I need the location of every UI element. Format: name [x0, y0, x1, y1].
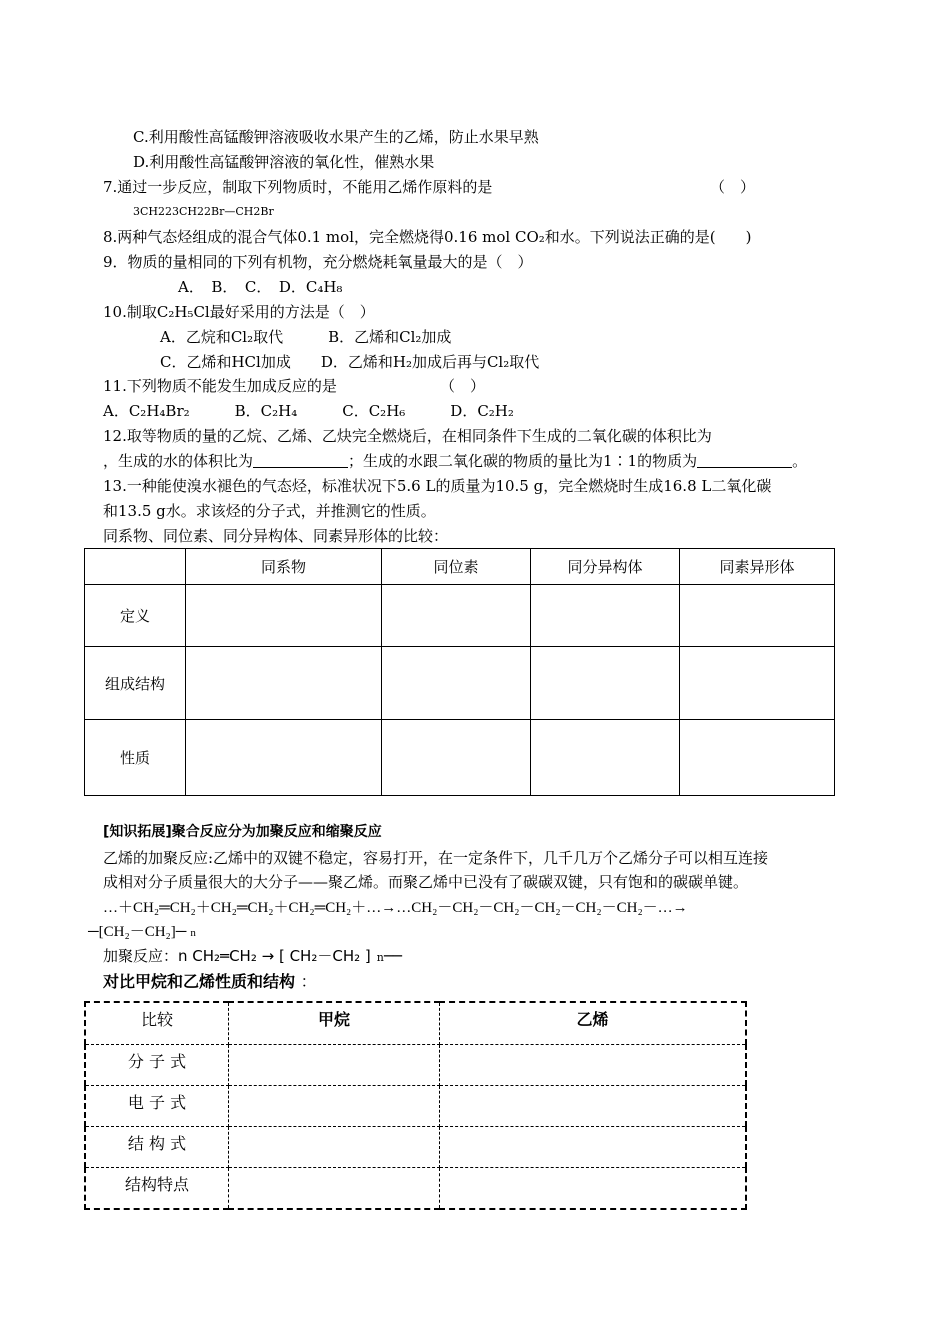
question-10-options-cd: C．乙烯和HCl加成 D．乙烯和H₂加成后再与Cl₂取代	[160, 353, 540, 371]
question-8: 8.两种气态烃组成的混合气体0.1 mol，完全燃烧得0.16 mol CO₂和水。下列说法正确的是( )	[103, 228, 752, 246]
addition-polymerization: 加聚反应：n CH₂═CH₂ → [ CH₂－CH₂ ] n──	[103, 947, 402, 965]
table2-row-structure-features: 结构特点	[85, 1167, 229, 1209]
question-10: 10.制取C₂H₅Cl最好采用的方法是（ ）	[103, 303, 375, 321]
question-7: 7.通过一步反应，制取下列物质时，不能用乙烯作原料的是	[103, 178, 493, 196]
table1-header-isomer: 同分异构体	[531, 549, 680, 585]
comparison-table	[84, 548, 835, 796]
option-d: D.利用酸性高锰酸钾溶液的氧化性，催熟水果	[133, 153, 435, 171]
table2-row-electron-formula: 电 子 式	[85, 1085, 229, 1126]
polymerization-equation: …＋CH₂═CH₂＋CH₂═CH₂＋CH₂═CH₂＋…→…CH₂－CH₂－CH₂－CH₂－CH₂－CH₂－…→	[103, 900, 688, 916]
extension-title: [知识拓展]聚合反应分为加聚反应和缩聚反应	[103, 824, 382, 840]
question-9: 9．物质的量相同的下列有机物，充分燃烧耗氧量最大的是（ ）	[103, 253, 533, 271]
polyethylene-unit: ─[CH₂－CH₂]─ n	[88, 924, 196, 940]
table2-header-compare: 比较	[85, 1002, 229, 1044]
table1-header-empty	[85, 549, 186, 585]
question-12-line1: 12.取等物质的量的乙烷、乙烯、乙炔完全燃烧后，在相同条件下生成的二氧化碳的体积比为	[103, 427, 712, 445]
table1-header-homolog: 同系物	[186, 549, 382, 585]
question-11: 11.下列物质不能发生加成反应的是	[103, 377, 337, 395]
table1-row-property: 性质	[85, 720, 186, 796]
methane-ethylene-table	[84, 1001, 747, 1210]
question-12-line2: ，生成的水的体积比为 ；生成的水跟二氧化碳的物质的量比为1∶1的物质为 。	[103, 452, 808, 470]
question-13-line2: 和13.5 g水。求该烃的分子式，并推测它的性质。	[103, 502, 436, 520]
question-9-options: A． B． C． D．C₄H₈	[178, 278, 343, 296]
table1-row-structure: 组成结构	[85, 647, 186, 720]
table1-header-allotrope: 同素异形体	[680, 549, 835, 585]
extension-para-2: 成相对分子质量很大的大分子——聚乙烯。而聚乙烯中已没有了碳碳双键，只有饱和的碳碳单键。	[103, 873, 749, 891]
option-c: C.利用酸性高锰酸钾溶液吸收水果产生的乙烯，防止水果早熟	[133, 128, 539, 146]
question-7-formula: 3CH223CH22Br—CH2Br	[133, 205, 274, 218]
question-11-options: A．C₂H₄Br₂ B．C₂H₄ C．C₂H₆ D．C₂H₂	[103, 402, 514, 420]
table2-title: 对比甲烷和乙烯性质和结构 ：	[103, 972, 317, 991]
question-10-options-ab: A．乙烷和Cl₂取代 B．乙烯和Cl₂加成	[160, 328, 452, 346]
table1-row-definition: 定义	[85, 585, 186, 647]
question-13-line1: 13.一种能使溴水褪色的气态烃，标准状况下5.6 L的质量为10.5 g，完全燃烧时生成16.8 L二氧化碳	[103, 477, 772, 495]
table2-header-methane: 甲烷	[229, 1002, 440, 1044]
comparison-intro: 同系物、同位素、同分异构体、同素异形体的比较：	[103, 527, 449, 545]
table2-row-molecular-formula: 分 子 式	[85, 1044, 229, 1085]
extension-para-1: 乙烯的加聚反应:乙烯中的双键不稳定，容易打开，在一定条件下，几千几万个乙烯分子可以相互连接	[103, 849, 769, 867]
table1-header-isotope: 同位素	[382, 549, 531, 585]
table2-header-ethylene: 乙烯	[440, 1002, 747, 1044]
question-7-paren: （ ）	[710, 178, 756, 196]
question-11-paren: （ ）	[440, 377, 486, 395]
table2-row-structural-formula: 结 构 式	[85, 1126, 229, 1167]
